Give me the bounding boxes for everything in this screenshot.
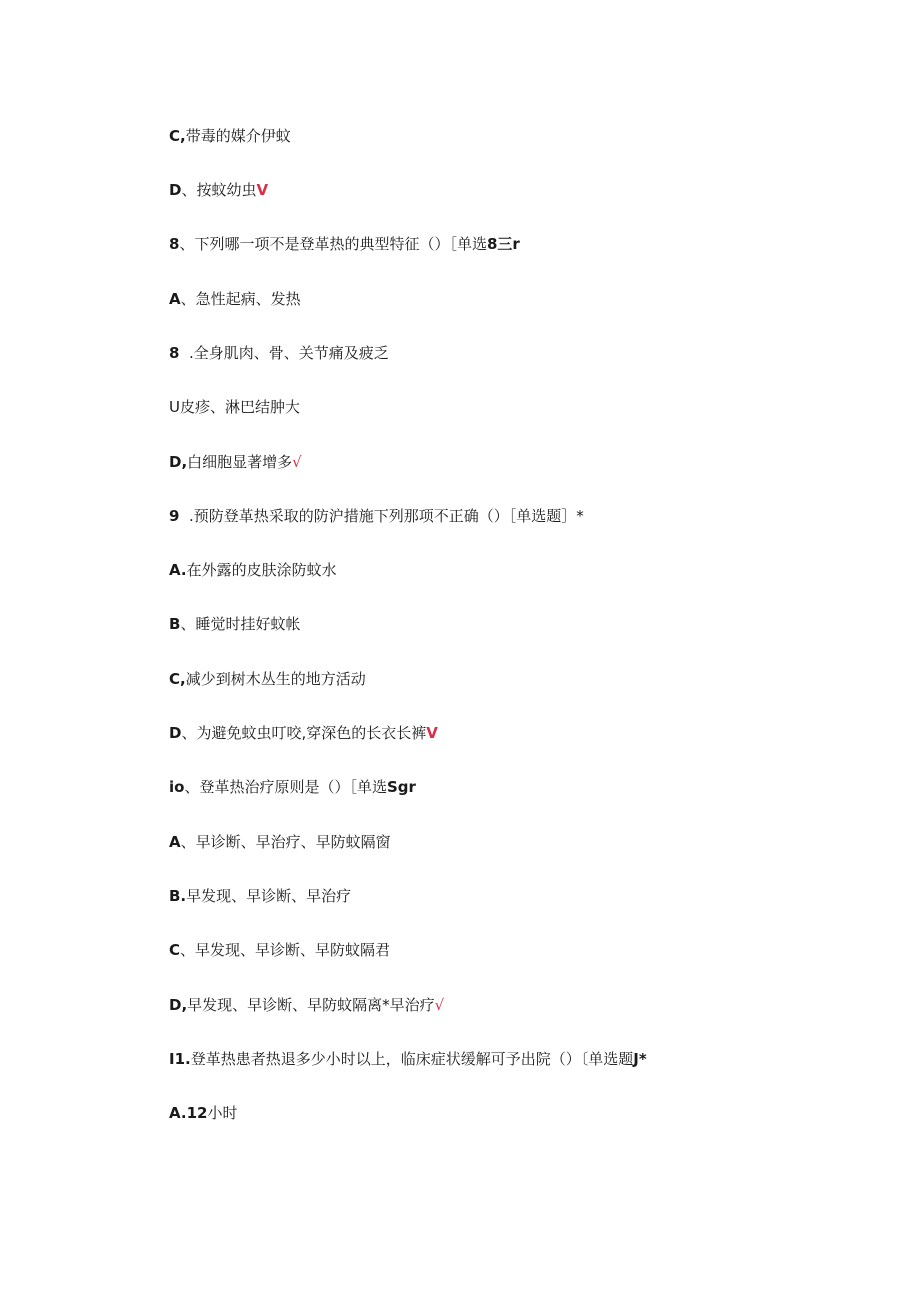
option-text: 带毒的媒介伊蚊 (185, 127, 291, 145)
option-line (169, 669, 366, 689)
option-letter: A.12 (169, 1104, 208, 1122)
question-line (169, 506, 584, 526)
option-text: 在外露的皮肤涂防蚊水 (186, 561, 337, 579)
option-letter: 8 (169, 344, 180, 362)
option-line (169, 452, 302, 472)
question-text: 、登革热治疗原则是（）［单选 (184, 778, 387, 796)
correct-mark: √ (292, 453, 302, 471)
question-line (169, 1049, 647, 1069)
option-line (169, 1103, 237, 1123)
question-number: io (169, 778, 185, 796)
option-letter: D (169, 181, 182, 199)
option-text: 早发现、早诊断、早防蚊隔离*早治疗 (187, 996, 435, 1014)
option-text: 、按蚊幼虫 (181, 181, 257, 199)
option-line (169, 614, 300, 634)
option-line (169, 289, 301, 309)
option-letter: D, (169, 453, 188, 471)
option-text: 小时 (207, 1104, 238, 1122)
option-line (169, 723, 438, 743)
option-letter: B (169, 615, 181, 633)
option-letter: A (169, 833, 181, 851)
option-text: 皮疹、淋巴结肿大 (179, 398, 300, 416)
correct-mark: V (426, 724, 438, 742)
option-text: 、为避免蚊虫叮咬,穿深色的长衣长裤 (181, 724, 427, 742)
option-letter: D, (169, 996, 188, 1014)
option-letter: C (169, 941, 181, 959)
option-text: 早发现、早诊断、早治疗 (186, 887, 352, 905)
option-letter: C, (169, 127, 186, 145)
option-line (169, 126, 291, 146)
option-text: 减少到树木丛生的地方活动 (185, 670, 366, 688)
question-tail: J* (633, 1050, 647, 1068)
option-letter: C, (169, 670, 186, 688)
option-text: 、睡觉时挂好蚊帐 (180, 615, 301, 633)
option-line (169, 397, 300, 417)
option-line (169, 343, 389, 363)
option-line (169, 995, 444, 1015)
question-tail: 8三r (486, 235, 520, 253)
question-number: I1. (169, 1050, 191, 1068)
option-letter: B. (169, 887, 187, 905)
option-letter: U (169, 398, 180, 416)
option-letter: A (169, 290, 181, 308)
question-number: 8 (169, 235, 180, 253)
question-text: 登革热患者热退多少小时以上，临床症状缓解可予出院（）〔单选题 (190, 1050, 634, 1068)
option-letter: D (169, 724, 182, 742)
question-number: 9 (169, 507, 180, 525)
option-text: 、早发现、早诊断、早防蚊隔君 (180, 941, 391, 959)
option-text: 、急性起病、发热 (180, 290, 301, 308)
option-line (169, 180, 268, 200)
option-line (169, 886, 351, 906)
option-text: 、早诊断、早治疗、早防蚊隔窗 (180, 833, 391, 851)
question-text: .预防登革热采取的防沪措施下列那项不正确（）［单选题］* (179, 507, 584, 525)
correct-mark: √ (434, 996, 445, 1014)
option-text: 白细胞显著增多 (187, 453, 293, 471)
option-text: .全身肌肉、骨、关节痛及疲乏 (179, 344, 389, 362)
question-text: 、下列哪一项不是登革热的典型特征（）［单选 (179, 235, 487, 253)
option-line (169, 832, 391, 852)
option-line (169, 560, 337, 580)
correct-mark: V (256, 181, 269, 199)
question-tail: Sgr (386, 778, 416, 796)
question-line (169, 777, 416, 797)
question-line (169, 234, 520, 254)
option-line (169, 940, 390, 960)
option-letter: A. (169, 561, 187, 579)
